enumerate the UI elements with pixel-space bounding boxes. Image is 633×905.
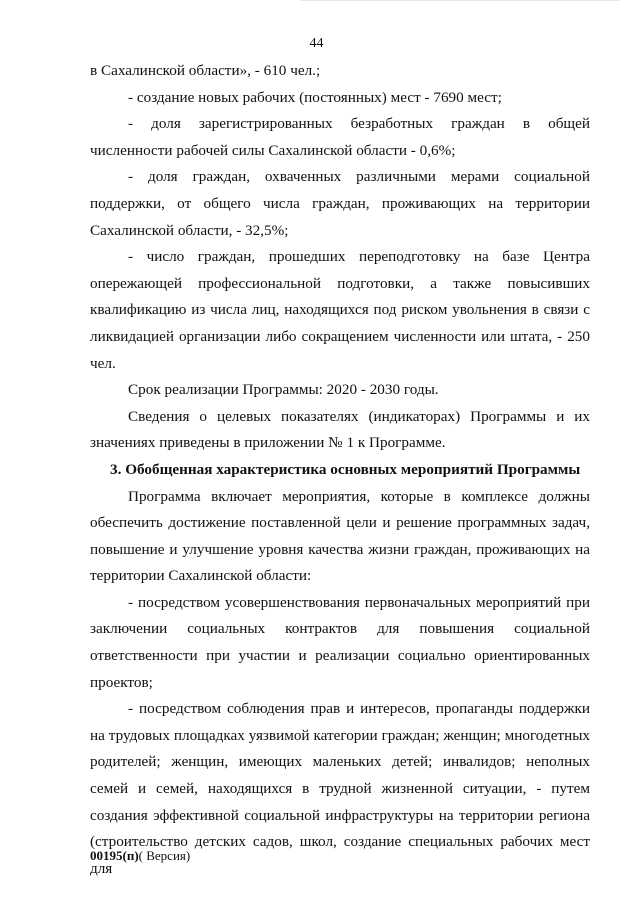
paragraph-new-jobs: - создание новых рабочих (постоянных) мест - 7690 мест; (128, 88, 502, 106)
paragraph-social-support-share: - доля граждан, охваченных различными мерами социальной поддержки, от общего числа граждан, проживающих на территории Сахалинской области, - 32,5%; (90, 168, 590, 239)
paragraph-retraining: - число граждан, прошедших переподготовку на базе Центра опережающей профессиональной подготовки, а также повысивших квалификацию из числа лиц, находящихся под риском увольнения в связи с ликвидацией организации либо сокращением численности или штата, - 250 чел. (90, 248, 590, 372)
paragraph-unemployed-share: - доля зарегистрированных безработных граждан в общей численности рабочей силы Сахалинской области - 0,6%; (90, 115, 590, 159)
paragraph-rights-protection: - посредством соблюдения прав и интересов, пропаганды поддержки на трудовых площадках уязвимой категории граждан; женщин; многодетных родителей; женщин, имеющих маленьких детей; инвалидов; неполных семей и семей, находящихся в трудной жизненной ситуации, - путем создания эффективной социальной инфраструктуры на территории региона (строительство детских садов, школ, создание специальных рабочих мест для (90, 700, 590, 877)
footer (90, 848, 190, 864)
paragraph-program-term: Срок реализации Программы: 2020 - 2030 годы. (128, 381, 439, 399)
paragraph-social-contracts: - посредством усовершенствования первоначальных мероприятий при заключении социальных контрактов для повышения социальной ответственности при участии и реализации социально ориентированных проектов; (90, 593, 590, 691)
document-body (90, 58, 590, 882)
top-border-line (300, 0, 620, 1)
paragraph-indicators-reference: Сведения о целевых показателях (индикаторах) Программы и их значениях приведены в приложении № 1 к Программе. (90, 407, 590, 452)
footer-version: ( Версия) (138, 848, 191, 863)
section-heading: 3. Обобщенная характеристика основных мероприятий Программы (110, 460, 581, 478)
page-number: 44 (309, 36, 324, 51)
paragraph-continuation: в Сахалинской области», - 610 чел.; (90, 62, 321, 79)
paragraph-program-includes: Программа включает мероприятия, которые в комплексе должны обеспечить достижение поставленной цели и решение программных задач, повышение и улучшение уровня качества жизни граждан, проживающих на территории Сахалинской области: (90, 487, 590, 585)
footer-document-code: 00195(п) (90, 848, 139, 863)
